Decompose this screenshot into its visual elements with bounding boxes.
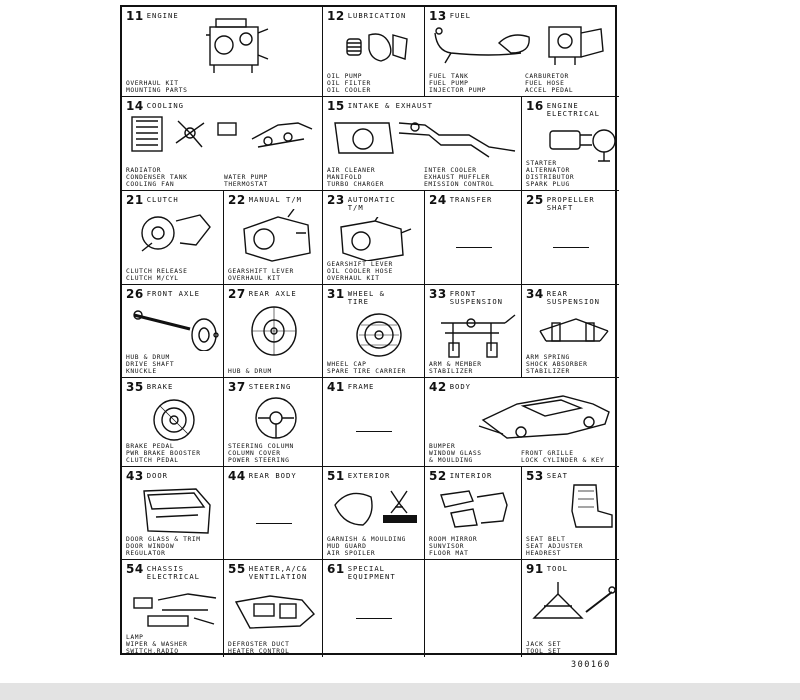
group-cell-53 bbox=[522, 467, 619, 560]
group-header bbox=[228, 470, 297, 482]
group-header bbox=[228, 381, 291, 393]
parts-group-index bbox=[120, 5, 617, 655]
part-name: AIR CLEANER bbox=[327, 167, 376, 174]
group-title-line: EXTERIOR bbox=[347, 471, 391, 480]
group-cell-51 bbox=[323, 467, 425, 560]
part-name: & MOULDING bbox=[429, 457, 473, 464]
part-name: OVERHAUL KIT bbox=[327, 275, 380, 282]
group-title-line: HEATER,A/C& bbox=[248, 564, 308, 573]
no-parts-dash bbox=[553, 247, 589, 248]
group-number: 41 bbox=[327, 380, 345, 394]
group-header bbox=[228, 194, 302, 206]
group-title bbox=[348, 194, 396, 212]
group-header bbox=[228, 288, 297, 300]
group-title bbox=[450, 194, 493, 204]
part-name: INJECTOR PUMP bbox=[429, 87, 487, 94]
part-illustration bbox=[329, 485, 421, 529]
group-title bbox=[450, 470, 493, 480]
figure-code: 300160 bbox=[571, 660, 611, 670]
part-name: EXHAUST MUFFLER bbox=[424, 174, 490, 181]
part-name: THERMOSTAT bbox=[224, 181, 268, 188]
part-name: LOCK CYLINDER & KEY bbox=[521, 457, 605, 464]
parts-list bbox=[126, 634, 187, 655]
part-name: ARM & MEMBER bbox=[429, 361, 482, 368]
part-name: GEARSHIFT LEVER bbox=[327, 261, 393, 268]
group-number: 31 bbox=[327, 287, 345, 301]
group-header bbox=[126, 381, 173, 393]
part-name: DISTRIBUTOR bbox=[526, 174, 575, 181]
group-cell-33 bbox=[425, 285, 522, 378]
group-header bbox=[526, 194, 595, 212]
group-cell-12 bbox=[323, 7, 425, 97]
part-name: WINDOW GLASS bbox=[429, 450, 482, 457]
group-header bbox=[327, 100, 433, 112]
group-number: 27 bbox=[228, 287, 246, 301]
group-title-line: WHEEL & bbox=[347, 289, 385, 298]
parts-list bbox=[327, 261, 393, 282]
group-cell-26 bbox=[122, 285, 224, 378]
group-cell-43 bbox=[122, 467, 224, 560]
group-header bbox=[429, 194, 492, 206]
group-cell-52 bbox=[425, 467, 522, 560]
group-title bbox=[547, 100, 600, 118]
group-cell-22 bbox=[224, 191, 323, 285]
group-title-line: DOOR bbox=[146, 471, 169, 480]
part-name: ARM SPRING bbox=[526, 354, 570, 361]
group-title-line: FRONT AXLE bbox=[146, 289, 200, 298]
group-title bbox=[348, 470, 391, 480]
group-title-line: TOOL bbox=[546, 564, 569, 573]
no-parts-dash bbox=[356, 618, 392, 619]
group-cell-25 bbox=[522, 191, 619, 285]
group-number: 34 bbox=[526, 287, 544, 301]
group-cell-34 bbox=[522, 285, 619, 378]
parts-list bbox=[526, 160, 574, 188]
parts-list bbox=[327, 361, 406, 375]
group-title bbox=[348, 100, 433, 110]
group-header bbox=[126, 563, 200, 581]
group-cell-21 bbox=[122, 191, 224, 285]
group-number: 13 bbox=[429, 9, 447, 23]
group-title bbox=[147, 10, 179, 20]
part-name: CLUTCH RELEASE bbox=[126, 268, 188, 275]
group-number: 23 bbox=[327, 193, 345, 207]
part-name: CLUTCH M/CYL bbox=[126, 275, 179, 282]
parts-list bbox=[126, 443, 201, 464]
group-header bbox=[126, 10, 179, 22]
group-header bbox=[526, 470, 568, 482]
part-illustration bbox=[329, 113, 517, 161]
group-title-line: FRONT bbox=[449, 289, 477, 298]
part-name: WIPER & WASHER bbox=[126, 641, 188, 648]
group-cell-15 bbox=[323, 97, 522, 191]
group-number: 53 bbox=[526, 469, 544, 483]
group-number: 11 bbox=[126, 9, 144, 23]
group-title bbox=[547, 563, 568, 573]
part-illustration bbox=[528, 578, 616, 628]
group-number: 42 bbox=[429, 380, 447, 394]
part-name: OIL FILTER bbox=[327, 80, 371, 87]
group-title bbox=[450, 288, 503, 306]
part-name: OIL PUMP bbox=[327, 73, 363, 80]
part-name: INTER COOLER bbox=[424, 167, 477, 174]
part-name: MUD GUARD bbox=[327, 543, 367, 550]
group-header bbox=[429, 381, 471, 393]
part-name: SHOCK ABSORBER bbox=[526, 361, 588, 368]
parts-list bbox=[429, 361, 482, 375]
group-cell-55 bbox=[224, 560, 323, 657]
parts-list bbox=[228, 268, 294, 282]
group-header bbox=[327, 10, 406, 22]
part-illustration bbox=[128, 590, 220, 632]
part-name: SEAT ADJUSTER bbox=[526, 543, 584, 550]
part-name: HUB & DRUM bbox=[228, 368, 272, 375]
group-cell-31 bbox=[323, 285, 425, 378]
part-illustration bbox=[252, 394, 302, 446]
part-name: ACCEL PEDAL bbox=[525, 87, 574, 94]
part-illustration bbox=[150, 396, 200, 446]
group-title bbox=[249, 470, 297, 480]
group-title-line: FRAME bbox=[347, 382, 375, 391]
group-title bbox=[249, 381, 292, 391]
group-cell-54 bbox=[122, 560, 224, 657]
group-header bbox=[228, 563, 307, 581]
part-name: SEAT BELT bbox=[526, 536, 566, 543]
part-name: CONDENSER TANK bbox=[126, 174, 188, 181]
part-name: EMISSION CONTROL bbox=[424, 181, 495, 188]
group-header bbox=[429, 10, 471, 22]
group-header bbox=[126, 288, 200, 300]
group-number: 52 bbox=[429, 469, 447, 483]
group-header bbox=[327, 381, 374, 393]
part-name: BUMPER bbox=[429, 443, 456, 450]
group-number: 37 bbox=[228, 380, 246, 394]
part-name: BRAKE PEDAL bbox=[126, 443, 175, 450]
group-header bbox=[327, 194, 396, 212]
parts-list bbox=[126, 167, 187, 188]
part-illustration bbox=[536, 313, 612, 353]
group-header bbox=[327, 563, 396, 581]
parts-list bbox=[327, 167, 384, 188]
parts-list bbox=[526, 354, 587, 375]
group-cell-35 bbox=[122, 378, 224, 467]
part-name: OIL COOLER bbox=[327, 87, 371, 94]
part-name: DRIVE SHAFT bbox=[126, 361, 175, 368]
group-cell-13 bbox=[425, 7, 619, 97]
group-number: 33 bbox=[429, 287, 447, 301]
parts-list bbox=[224, 174, 268, 188]
group-title bbox=[147, 563, 200, 581]
parts-list bbox=[327, 536, 406, 557]
parts-list bbox=[126, 354, 174, 375]
part-name: HEATER CONTROL bbox=[228, 648, 290, 655]
group-title-line: COOLING bbox=[146, 101, 184, 110]
group-title-line: TRANSFER bbox=[449, 195, 493, 204]
group-title-line: MANUAL T/M bbox=[248, 195, 302, 204]
part-name: SUNVISOR bbox=[429, 543, 465, 550]
group-title-line: ENGINE bbox=[546, 101, 579, 110]
group-title-line: INTAKE & EXHAUST bbox=[347, 101, 433, 110]
group-title-line: INTERIOR bbox=[449, 471, 493, 480]
group-title bbox=[450, 381, 471, 391]
parts-list bbox=[429, 536, 477, 557]
group-header bbox=[429, 288, 503, 306]
group-number: 22 bbox=[228, 193, 246, 207]
group-title bbox=[348, 10, 407, 20]
group-title bbox=[147, 194, 179, 204]
part-name: GEARSHIFT LEVER bbox=[228, 268, 294, 275]
group-title bbox=[147, 381, 174, 391]
parts-list bbox=[424, 167, 494, 188]
part-illustration bbox=[230, 592, 320, 632]
group-cell-27 bbox=[224, 285, 323, 378]
group-header bbox=[126, 194, 179, 206]
group-title bbox=[348, 288, 385, 306]
group-title-line: T/M bbox=[347, 203, 364, 212]
group-cell-24 bbox=[425, 191, 522, 285]
group-number: 54 bbox=[126, 562, 144, 576]
group-title-line: SPECIAL bbox=[347, 564, 385, 573]
parts-list bbox=[228, 368, 272, 375]
group-title-line: SUSPENSION bbox=[546, 297, 600, 306]
group-number: 51 bbox=[327, 469, 345, 483]
group-cell-44 bbox=[224, 467, 323, 560]
part-illustration bbox=[433, 485, 515, 529]
part-name: STARTER bbox=[526, 160, 557, 167]
no-parts-dash bbox=[356, 431, 392, 432]
group-title bbox=[450, 10, 471, 20]
part-illustration bbox=[546, 123, 618, 163]
part-name: JACK SET bbox=[526, 641, 562, 648]
group-cell-37 bbox=[224, 378, 323, 467]
group-title-line: STEERING bbox=[248, 382, 292, 391]
group-number: 12 bbox=[327, 9, 345, 23]
bottom-bar bbox=[0, 683, 800, 700]
parts-list bbox=[228, 443, 294, 464]
group-header bbox=[327, 470, 390, 482]
part-name: COOLING FAN bbox=[126, 181, 175, 188]
part-name: REGULATOR bbox=[126, 550, 166, 557]
parts-list bbox=[429, 443, 482, 464]
group-cell-91 bbox=[522, 560, 619, 657]
part-name: STABILIZER bbox=[429, 368, 473, 375]
group-title-line: VENTILATION bbox=[248, 572, 308, 581]
part-illustration bbox=[335, 217, 415, 261]
parts-list bbox=[429, 73, 486, 94]
group-title-line: ENGINE bbox=[146, 11, 179, 20]
group-title-line: ELECTRICAL bbox=[546, 109, 600, 118]
part-name: CLUTCH PEDAL bbox=[126, 457, 179, 464]
group-title-line: BRAKE bbox=[146, 382, 174, 391]
part-name: SPARK PLUG bbox=[526, 181, 570, 188]
part-name: LAMP bbox=[126, 634, 144, 641]
part-illustration bbox=[435, 311, 519, 363]
parts-list bbox=[228, 641, 289, 655]
group-title-line: TIRE bbox=[347, 297, 370, 306]
group-cell-14 bbox=[122, 97, 323, 191]
part-name: CARBURETOR bbox=[525, 73, 569, 80]
group-number: 91 bbox=[526, 562, 544, 576]
parts-list bbox=[521, 450, 604, 464]
group-title bbox=[348, 563, 396, 581]
part-name: OIL COOLER HOSE bbox=[327, 268, 393, 275]
part-name: RADIATOR bbox=[126, 167, 162, 174]
part-illustration bbox=[566, 481, 618, 535]
group-title-line: REAR bbox=[546, 289, 569, 298]
part-name: TURBO CHARGER bbox=[327, 181, 385, 188]
part-name: STEERING COLUMN bbox=[228, 443, 294, 450]
group-title-line: BODY bbox=[449, 382, 472, 391]
part-illustration bbox=[343, 29, 411, 65]
part-name: DOOR GLASS & TRIM bbox=[126, 536, 201, 543]
group-cell-11 bbox=[122, 7, 323, 97]
part-name: MANIFOLD bbox=[327, 174, 363, 181]
group-number: 16 bbox=[526, 99, 544, 113]
part-name: HUB & DRUM bbox=[126, 354, 170, 361]
group-number: 44 bbox=[228, 469, 246, 483]
parts-list bbox=[327, 73, 371, 94]
part-name: SWITCH,RADIO bbox=[126, 648, 179, 655]
part-name: COLUMN COVER bbox=[228, 450, 281, 457]
group-header bbox=[126, 470, 168, 482]
part-name: OVERHAUL KIT bbox=[228, 275, 281, 282]
group-title bbox=[147, 100, 184, 110]
group-title-line: CLUTCH bbox=[146, 195, 179, 204]
group-title-line: REAR AXLE bbox=[248, 289, 297, 298]
part-name: KNUCKLE bbox=[126, 368, 157, 375]
group-number: 15 bbox=[327, 99, 345, 113]
no-parts-dash bbox=[256, 523, 292, 524]
part-name: POWER STEERING bbox=[228, 457, 290, 464]
part-illustration bbox=[248, 305, 304, 357]
group-header bbox=[526, 100, 600, 118]
group-title-line: SUSPENSION bbox=[449, 297, 503, 306]
group-header bbox=[429, 470, 492, 482]
part-name: FUEL PUMP bbox=[429, 80, 469, 87]
group-title-line: SHAFT bbox=[546, 203, 574, 212]
part-illustration bbox=[238, 209, 318, 265]
part-name: FUEL HOSE bbox=[525, 80, 565, 87]
part-name: DEFROSTER DUCT bbox=[228, 641, 290, 648]
part-name: AIR SPOILER bbox=[327, 550, 376, 557]
group-cell-42 bbox=[425, 378, 619, 467]
group-number: 43 bbox=[126, 469, 144, 483]
parts-list bbox=[526, 536, 583, 557]
group-title bbox=[547, 470, 568, 480]
group-title-line: FUEL bbox=[449, 11, 472, 20]
parts-list bbox=[126, 268, 187, 282]
group-title-line: LUBRICATION bbox=[347, 11, 407, 20]
group-cell-23 bbox=[323, 191, 425, 285]
group-number: 26 bbox=[126, 287, 144, 301]
group-title bbox=[249, 194, 302, 204]
group-title bbox=[249, 563, 308, 581]
group-title bbox=[147, 288, 200, 298]
part-illustration bbox=[130, 305, 220, 351]
parts-list bbox=[525, 73, 573, 94]
part-illustration bbox=[138, 485, 218, 537]
group-cell-61 bbox=[323, 560, 425, 657]
part-illustration bbox=[202, 15, 272, 75]
group-title-line: PROPELLER bbox=[546, 195, 595, 204]
part-illustration bbox=[353, 311, 405, 357]
part-name: SPARE TIRE CARRIER bbox=[327, 368, 407, 375]
group-cell-16 bbox=[522, 97, 619, 191]
part-illustration bbox=[128, 113, 314, 153]
group-cell-41 bbox=[323, 378, 425, 467]
group-number: 61 bbox=[327, 562, 345, 576]
group-header bbox=[327, 288, 385, 306]
group-title bbox=[147, 470, 168, 480]
part-illustration bbox=[431, 23, 611, 69]
group-number: 55 bbox=[228, 562, 246, 576]
part-illustration bbox=[136, 207, 216, 257]
group-number: 14 bbox=[126, 99, 144, 113]
part-name: WHEEL CAP bbox=[327, 361, 367, 368]
group-header bbox=[526, 563, 568, 575]
group-title bbox=[547, 288, 600, 306]
group-number: 24 bbox=[429, 193, 447, 207]
part-name: FRONT GRILLE bbox=[521, 450, 574, 457]
part-name: STABILIZER bbox=[526, 368, 570, 375]
group-title-line: EQUIPMENT bbox=[347, 572, 396, 581]
part-name: TOOL SET bbox=[526, 648, 562, 655]
group-title-line: ELECTRICAL bbox=[146, 572, 200, 581]
part-name: ROOM MIRROR bbox=[429, 536, 478, 543]
part-name: HEADREST bbox=[526, 550, 562, 557]
part-name: PWR BRAKE BOOSTER bbox=[126, 450, 201, 457]
group-title bbox=[249, 288, 297, 298]
group-number: 35 bbox=[126, 380, 144, 394]
group-header bbox=[126, 100, 184, 112]
group-title bbox=[547, 194, 595, 212]
part-name: FUEL TANK bbox=[429, 73, 469, 80]
parts-list bbox=[126, 80, 187, 94]
part-name: WATER PUMP bbox=[224, 174, 268, 181]
part-name: ALTERNATOR bbox=[526, 167, 570, 174]
no-parts-dash bbox=[456, 247, 492, 248]
part-name: DOOR WINDOW bbox=[126, 543, 175, 550]
group-title-line: AUTOMATIC bbox=[347, 195, 396, 204]
part-name: FLOOR MAT bbox=[429, 550, 469, 557]
group-title-line: CHASSIS bbox=[146, 564, 184, 573]
parts-list bbox=[126, 536, 201, 557]
part-illustration bbox=[477, 390, 615, 442]
empty-cell bbox=[425, 560, 522, 657]
group-title bbox=[348, 381, 375, 391]
part-name: OVERHAUL KIT bbox=[126, 80, 179, 87]
parts-list bbox=[526, 641, 561, 655]
group-header bbox=[526, 288, 600, 306]
part-name: MOUNTING PARTS bbox=[126, 87, 188, 94]
group-title-line: SEAT bbox=[546, 471, 569, 480]
group-title-line: REAR BODY bbox=[248, 471, 297, 480]
group-number: 21 bbox=[126, 193, 144, 207]
part-name: GARNISH & MOULDING bbox=[327, 536, 407, 543]
group-number: 25 bbox=[526, 193, 544, 207]
